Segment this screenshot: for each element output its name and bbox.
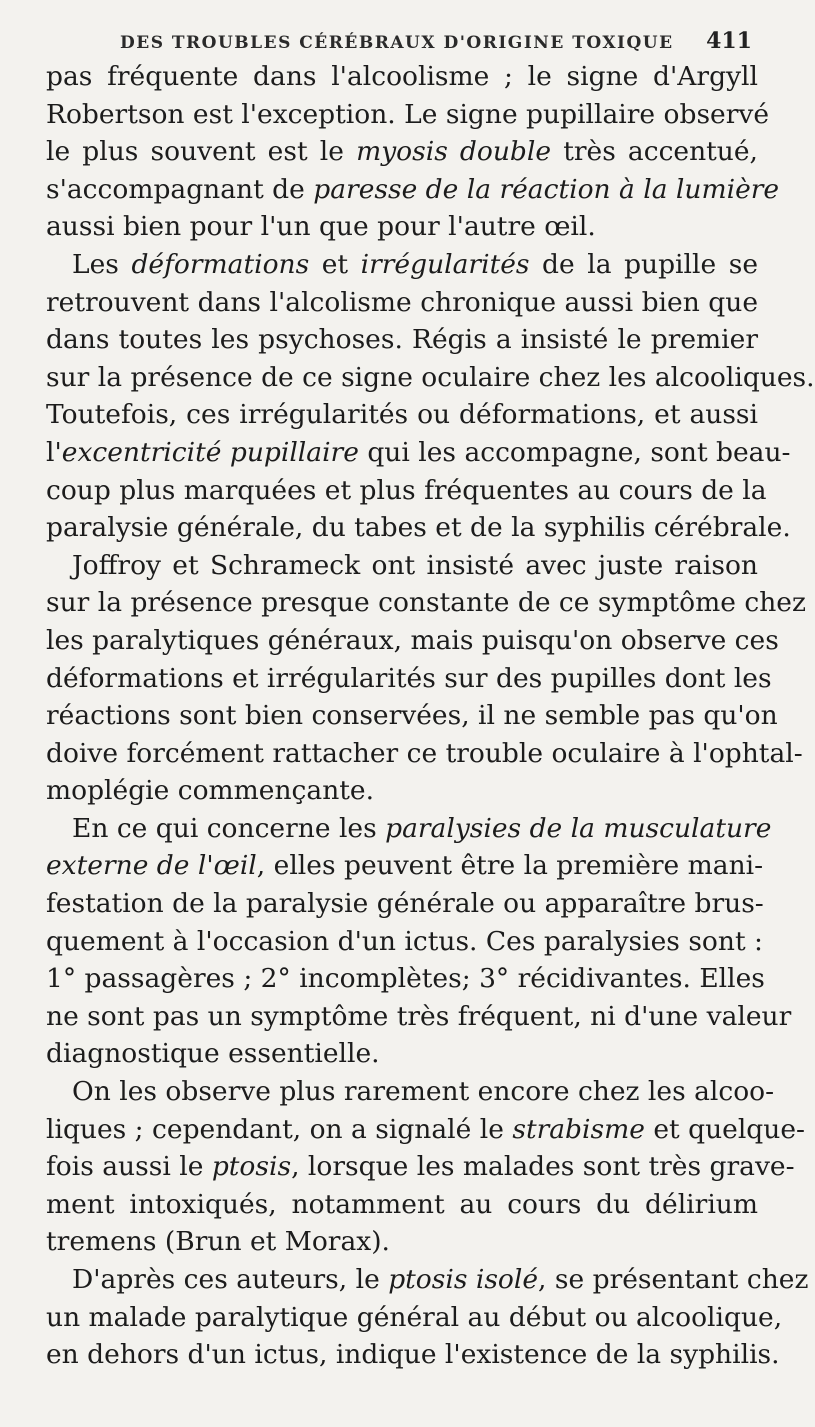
- text-span: En ce qui concerne les: [72, 812, 386, 844]
- text-line: [46, 960, 765, 998]
- italic-text: excentricité pupillaire: [61, 436, 359, 468]
- text-span: sur la présence de ce signe oculaire chez les alcooliques.: [46, 361, 815, 393]
- text-line: [46, 923, 763, 961]
- body-text: [46, 58, 815, 1374]
- text-line: [46, 998, 792, 1036]
- text-span: quement à l'occasion d'un ictus. Ces paralysies sont :: [46, 925, 763, 957]
- text-span: sur la présence presque constante de ce symptôme chez: [46, 587, 806, 619]
- text-span: très accentué,: [551, 136, 758, 168]
- text-line: [46, 772, 758, 810]
- text-span: aussi bien pour l'un que pour l'autre œil.: [46, 211, 596, 243]
- text-span: On les observe plus rarement encore chez les alcoo-: [72, 1076, 775, 1108]
- text-line: [46, 1073, 775, 1111]
- text-line: [46, 509, 791, 547]
- text-line: [46, 434, 791, 472]
- text-line: [46, 359, 815, 397]
- italic-text: paresse de la réaction à la lumière: [313, 173, 780, 205]
- text-line: [46, 660, 772, 698]
- text-line: [46, 58, 758, 96]
- text-span: diagnostique essentielle.: [46, 1038, 380, 1070]
- text-span: et: [309, 248, 361, 280]
- text-span: moplégie commençante.: [46, 775, 375, 807]
- text-line: [46, 472, 767, 510]
- text-span: doive forcément rattacher ce trouble oculaire à l'ophtal-: [46, 737, 803, 769]
- text-span: paralysie générale, du tabes et de la syphilis cérébrale.: [46, 512, 791, 544]
- text-line: [46, 810, 772, 848]
- text-span: de la pupille se: [529, 248, 758, 280]
- text-span: Joffroy et Schrameck ont insisté avec juste raison: [72, 549, 758, 581]
- text-span: et quelque-: [644, 1113, 805, 1145]
- text-span: Robertson est l'exception. Le signe pupillaire observé: [46, 98, 770, 130]
- text-line: [46, 584, 806, 622]
- running-title: DES TROUBLES CÉRÉBRAUX D'ORIGINE TOXIQUE: [120, 33, 674, 53]
- text-line: [46, 96, 770, 134]
- text-span: Les: [72, 248, 132, 280]
- text-line: [46, 208, 758, 246]
- text-line: [46, 1186, 758, 1224]
- text-line: [46, 1148, 795, 1186]
- text-span: réactions sont bien conservées, il ne semble pas qu'on: [46, 700, 778, 732]
- text-line: [46, 171, 780, 209]
- italic-text: déformations: [131, 248, 310, 280]
- italic-text: ptosis: [211, 1151, 292, 1183]
- text-line: [46, 885, 764, 923]
- text-line: [46, 547, 758, 585]
- text-span: dans toutes les psychoses. Régis a insisté le premier: [46, 324, 758, 356]
- text-line: [46, 1111, 805, 1149]
- text-span: liques ; cependant, on a signalé le: [46, 1113, 513, 1145]
- running-head: [120, 28, 752, 54]
- text-span: D'après ces auteurs, le: [72, 1264, 389, 1295]
- text-span: les paralytiques généraux, mais puisqu'on observe ces: [46, 624, 779, 656]
- text-span: pas fréquente dans l'alcoolisme ; le signe d'Argyll: [46, 61, 758, 92]
- text-span: qui les accompagne, sont beau-: [358, 436, 791, 468]
- italic-text: ptosis isolé: [388, 1264, 539, 1295]
- text-line: [46, 396, 758, 434]
- text-span: ne sont pas un symptôme très fréquent, ni d'une valeur: [46, 1000, 792, 1032]
- text-span: en dehors d'un ictus, indique l'existence de la syphilis.: [46, 1339, 780, 1371]
- text-span: tremens (Brun et Morax).: [46, 1226, 390, 1258]
- text-line: [46, 735, 803, 773]
- page-number: 411: [706, 28, 752, 54]
- text-span: ment intoxiqués, notamment au cours du délirium: [46, 1188, 758, 1220]
- text-line: [46, 697, 778, 735]
- text-span: , lorsque les malades sont très grave-: [291, 1151, 795, 1183]
- italic-text: externe de l'œil: [46, 850, 257, 882]
- text-line: [46, 1299, 783, 1337]
- text-span: , se présentant chez: [538, 1264, 809, 1295]
- text-line: [46, 1336, 780, 1374]
- text-span: 1° passagères ; 2° incomplètes; 3° récidivantes. Elles: [46, 963, 765, 995]
- italic-text: irrégularités: [360, 248, 530, 280]
- text-span: s'accompagnant de: [46, 173, 314, 205]
- text-line: [46, 847, 764, 885]
- text-span: un malade paralytique général au début ou alcoolique,: [46, 1301, 783, 1333]
- text-line: [46, 1223, 758, 1261]
- italic-text: myosis double: [356, 136, 552, 168]
- text-span: Toutefois, ces irrégularités ou déformations, et aussi: [46, 399, 758, 431]
- text-span: festation de la paralysie générale ou apparaître brus-: [46, 888, 764, 920]
- text-span: coup plus marquées et plus fréquentes au cours de la: [46, 474, 767, 506]
- text-span: retrouvent dans l'alcolisme chronique aussi bien que: [46, 286, 758, 318]
- text-line: [46, 246, 758, 284]
- italic-text: strabisme: [512, 1113, 645, 1145]
- text-span: fois aussi le: [46, 1151, 212, 1183]
- text-line: [46, 133, 758, 171]
- text-line: [46, 321, 758, 359]
- text-span: déformations et irrégularités sur des pupilles dont les: [46, 662, 772, 694]
- text-span: , elles peuvent être la première mani-: [256, 850, 764, 882]
- text-line: [46, 1035, 758, 1073]
- text-line: [46, 622, 779, 660]
- italic-text: paralysies de la musculature: [385, 812, 772, 844]
- text-span: l': [46, 436, 62, 468]
- text-line: [46, 1261, 809, 1299]
- text-line: [46, 284, 758, 322]
- text-span: le plus souvent est le: [46, 136, 357, 168]
